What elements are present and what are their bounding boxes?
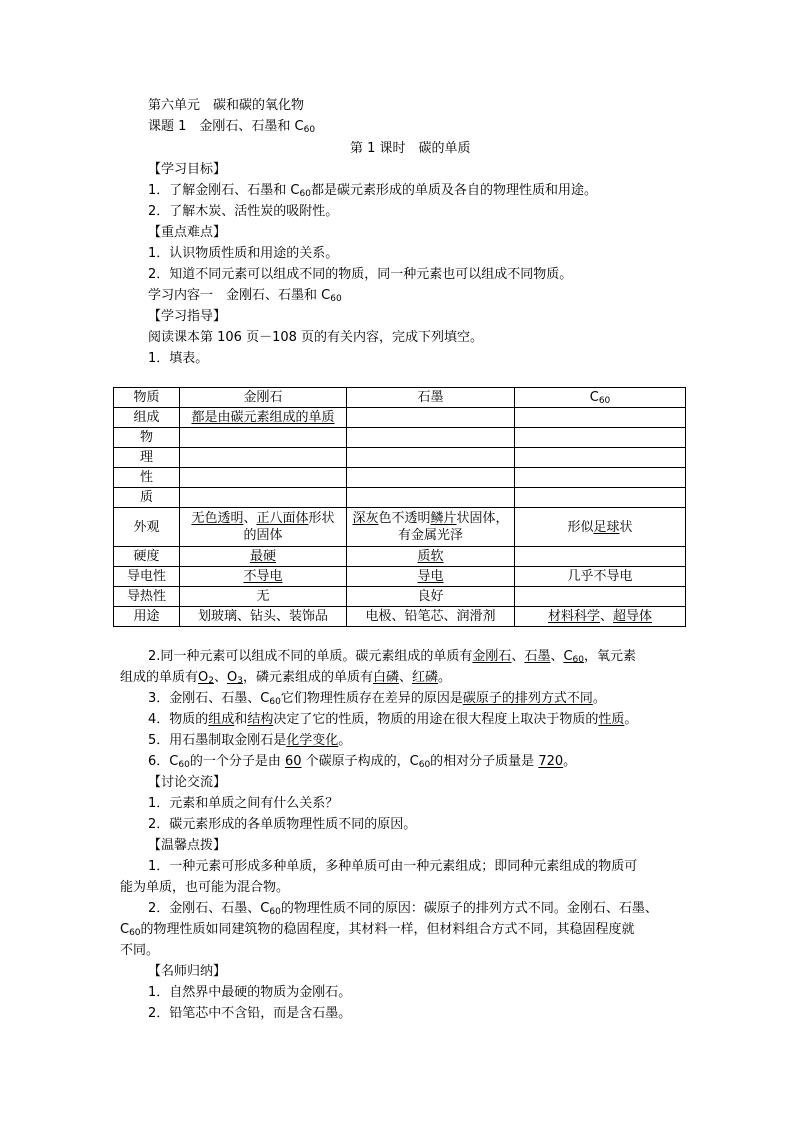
table-row [114,408,686,428]
row-label-physical-2: 理 [114,448,180,468]
cell-appearance-graphite: 深灰色不透明鳞片状固体， 有金属光泽 [347,508,515,547]
cell-empty [180,428,347,448]
table-row [114,428,686,448]
cell-empty [347,468,515,488]
summary-2: 2．铅笔芯中不含铅，而是含石墨。 [148,1006,352,1021]
table-row [114,607,686,627]
table-row [114,468,686,488]
header-diamond: 金刚石 [180,388,347,408]
answer-2: 2.同一种元素可以组成不同的单质。碳元素组成的单质有金刚石、石墨、$C_{60}$，氧元素 [148,649,637,665]
answer-4: 4．物质的组成和结构决定了它的性质，物质的用途在很大程度上取决于物质的性质。 [148,712,638,727]
cell-empty [515,408,686,428]
tip-2: 2．金刚石、石墨、$C_{60}$的物理性质不同的原因：碳原子的排列方式不同。金刚石、石墨、 [148,901,658,917]
cell-heat-diamond: 无 [180,587,347,607]
row-label-conductivity: 导电性 [114,567,180,587]
goal-1: 1．了解金刚石、石墨和 $C_{60}$都是碳元素形成的单质及各自的物理性质和用途。 [148,183,597,199]
row-label-use: 用途 [114,607,180,627]
row-label-physical-4: 质 [114,488,180,508]
header-c60: $C_{60}$ [515,388,686,408]
table-header-row [114,388,686,408]
cell-appearance-diamond: 无色透明、正八面体形状 的固体 [180,508,347,547]
cell-empty [180,448,347,468]
unit-title: 第六单元 碳和碳的氧化物 [148,98,305,113]
cell-conductivity-c60: 几乎不导电 [515,567,686,587]
cell-empty [515,428,686,448]
cell-empty [347,408,515,428]
row-label-heat: 导热性 [114,587,180,607]
key-1: 1．认识物质性质和用途的关系。 [148,246,339,261]
summary-1: 1．自然界中最硬的物质为金刚石。 [148,985,352,1000]
discuss-heading: 【讨论交流】 [148,775,227,790]
table-row [114,448,686,468]
answer-3: 3．金刚石、石墨、$C_{60}$它们物理性质存在差异的原因是碳原子的排列方式不同。 [148,691,606,707]
summary-heading: 【名师归纳】 [148,964,227,979]
goals-heading: 【学习目标】 [148,162,227,177]
tip-1-cont: 能为单质，也可能为混合物。 [120,880,290,895]
cell-empty [347,488,515,508]
header-substance: 物质 [114,388,180,408]
answer-6: 6．$C_{60}$的一个分子是由 60 个碳原子构成的，$C_{60}$的相对分子质量是 720。 [148,754,577,770]
cell-empty [347,428,515,448]
table-row [114,508,686,547]
cell-composition-diamond: 都是由碳元素组成的单质 [180,408,347,428]
tips-heading: 【温馨点拨】 [148,838,227,853]
row-label-physical-3: 性 [114,468,180,488]
table-row [114,567,686,587]
row-label-hardness: 硬度 [114,547,180,567]
cell-use-diamond: 划玻璃、钻头、装饰品 [180,607,347,627]
cell-hardness-graphite: 质软 [347,547,515,567]
tip-2-cont: $C_{60}$的物理性质如同建筑物的稳固程度，其材料一样，但材料组合方式不同，其稳固程度就 [120,922,635,938]
cell-empty [347,448,515,468]
cell-empty [180,468,347,488]
cell-conductivity-diamond: 不导电 [180,567,347,587]
topic-title: 课题 1 金刚石、石墨和 $C_{60}$ [148,119,316,135]
row-label-appearance: 外观 [114,508,180,547]
cell-hardness-diamond: 最硬 [180,547,347,567]
cell-heat-graphite: 良好 [347,587,515,607]
answer-5: 5．用石墨制取金刚石是化学变化。 [148,733,352,748]
cell-empty [180,488,347,508]
header-graphite: 石墨 [347,388,515,408]
discuss-2: 2．碳元素形成的各单质物理性质不同的原因。 [148,817,417,832]
cell-empty [515,488,686,508]
row-label-physical-1: 物 [114,428,180,448]
table-row [114,547,686,567]
property-table [113,387,686,627]
guide-fill: 1．填表。 [148,351,209,366]
cell-empty [515,468,686,488]
key-heading: 【重点难点】 [148,225,227,240]
table-row [114,587,686,607]
cell-use-c60: 材料科学、超导体 [515,607,686,627]
cell-empty [515,587,686,607]
cell-use-graphite: 电极、铅笔芯、润滑剂 [347,607,515,627]
cell-appearance-c60: 形似足球状 [515,508,686,547]
key-2: 2．知道不同元素可以组成不同的物质，同一种元素也可以组成不同物质。 [148,267,573,282]
tip-1: 1．一种元素可形成多种单质，多种单质可由一种元素组成；即同种元素组成的物质可 [148,859,638,874]
table-row [114,488,686,508]
discuss-1: 1．元素和单质之间有什么关系？ [148,796,339,811]
cell-empty [515,448,686,468]
guide-heading: 【学习指导】 [148,309,227,324]
content-1-title: 学习内容一 金刚石、石墨和 $C_{60}$ [148,288,342,304]
cell-empty [515,547,686,567]
tip-2-end: 不同。 [120,943,160,958]
answer-2-cont: 组成的单质有$O_2$、$O_3$，磷元素组成的单质有白磷、红磷。 [120,670,452,686]
cell-conductivity-graphite: 导电 [347,567,515,587]
lesson-title: 第 1 课时 碳的单质 [350,141,471,156]
guide-read: 阅读课本第 106 页－108 页的有关内容，完成下列填空。 [148,330,484,345]
goal-2: 2．了解木炭、活性炭的吸附性。 [148,204,339,219]
row-label-composition: 组成 [114,408,180,428]
